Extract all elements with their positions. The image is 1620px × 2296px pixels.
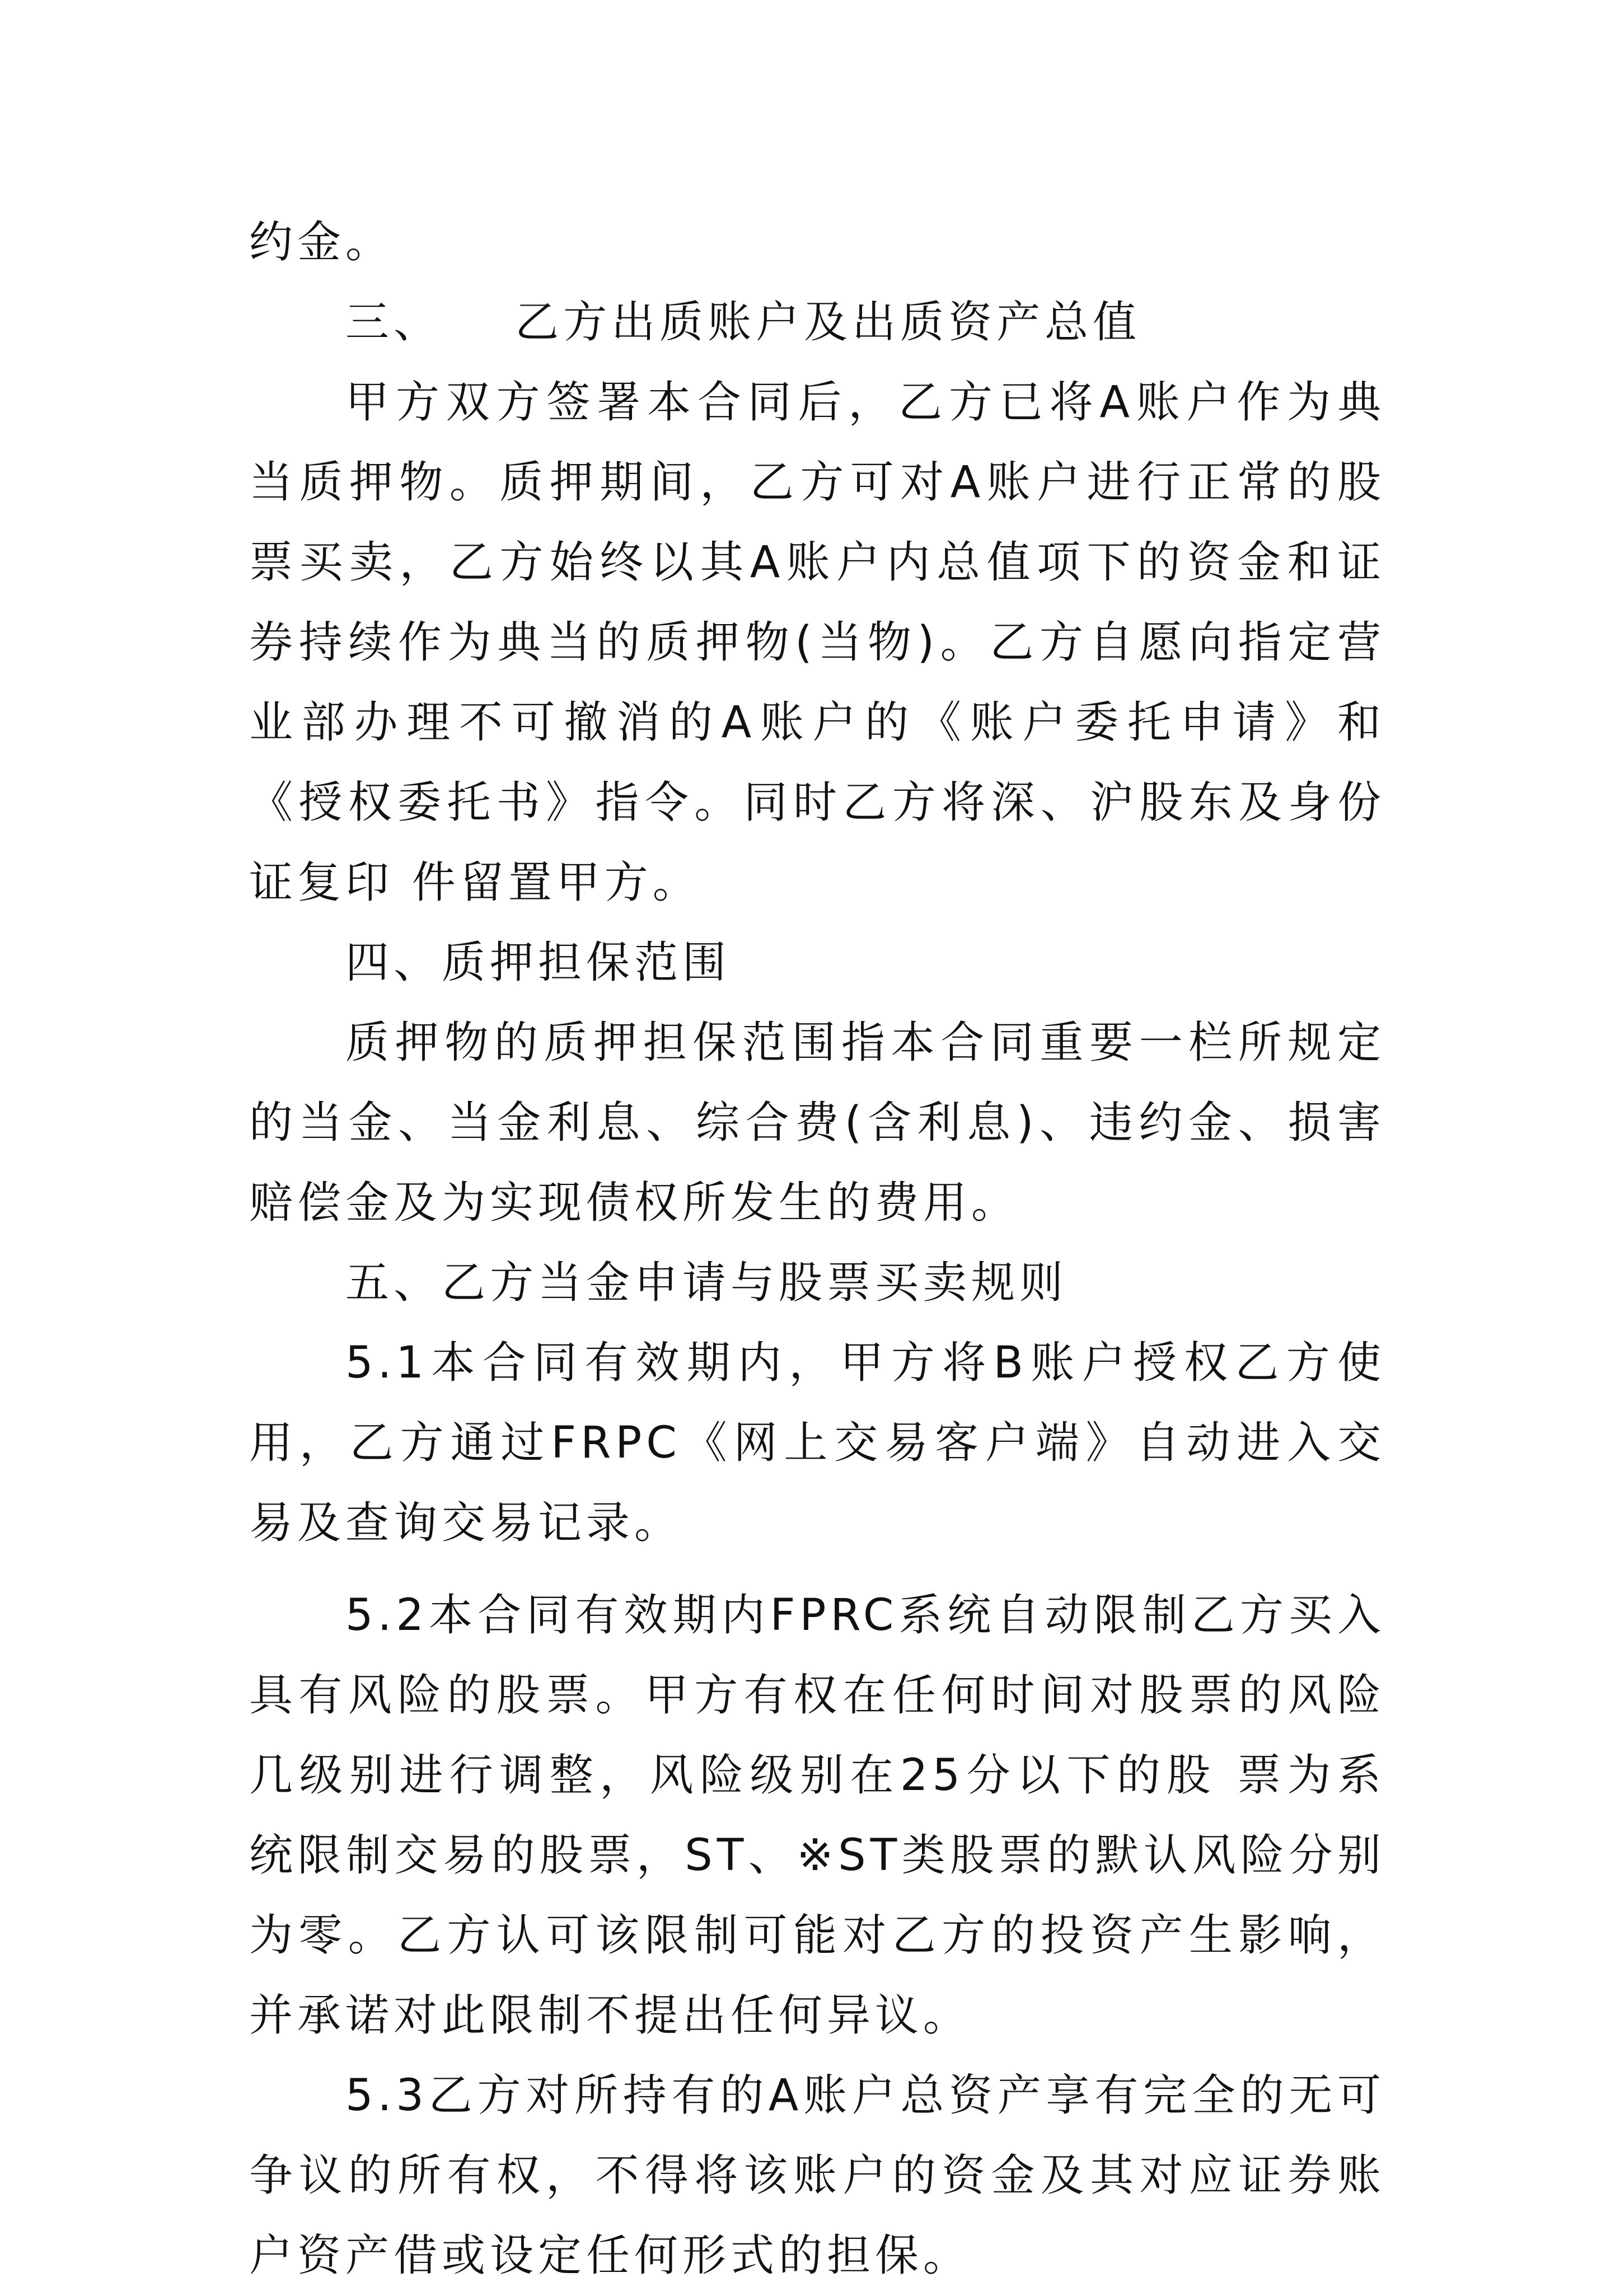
clause-5-1: 5.1本合同有效期内，甲方将B账户授权乙方使用，乙方通过FRPC《网上交易客户端》自动进入交易及查询交易记录。 [249, 1338, 1385, 1548]
paragraph-guarantee-scope: 质押物的质押担保范围指本合同重要一栏所规定的当金、当金利息、综合费(含利息)、违约金、损害赔偿金及为实现债权所发生的费用。 [249, 1018, 1385, 1228]
section-heading-3: 三、 乙方出质账户及出质资产总值 [345, 297, 1141, 348]
paragraph-pledge-account: 甲方双方签署本合同后，乙方已将A账户作为典当质押物。质押期间，乙方可对A账户进行正常的股票买卖，乙方始终以其A账户内总值项下的资金和证 券持续作为典当的质押物(当物)。乙方自愿向指定营业部办理不可撤消的A账户的《账户委托申请》和《授权委托书》指令。同时乙方将深、沪股东及身份证复印 件留置甲方。 [249, 377, 1385, 908]
document-page [249, 203, 1385, 2296]
clause-5-3: 5.3乙方对所持有的A账户总资产享有完全的无可争议的所有权，不得将该账户的资金及其对应证券账户资产借或设定任何形式的担保。 [249, 2070, 1385, 2281]
section-heading-5: 五、乙方当金申请与股票买卖规则 [345, 1258, 1068, 1308]
clause-5-2: 5.2本合同有效期内FPRC系统自动限制乙方买入具有风险的股票。甲方有权在任何时间对股票的风险几级别进行调整，风险级别在25分以下的股 票为系统限制交易的股票，ST、※ST类股票的默认风险分别为零。乙方认可该限制可能对乙方的投资产生影响，并承诺对此限制不提出任何异议。 [249, 1590, 1385, 2041]
paragraph-continuation: 约金。 [249, 217, 394, 268]
section-heading-4: 四、质押担保范围 [345, 938, 731, 988]
